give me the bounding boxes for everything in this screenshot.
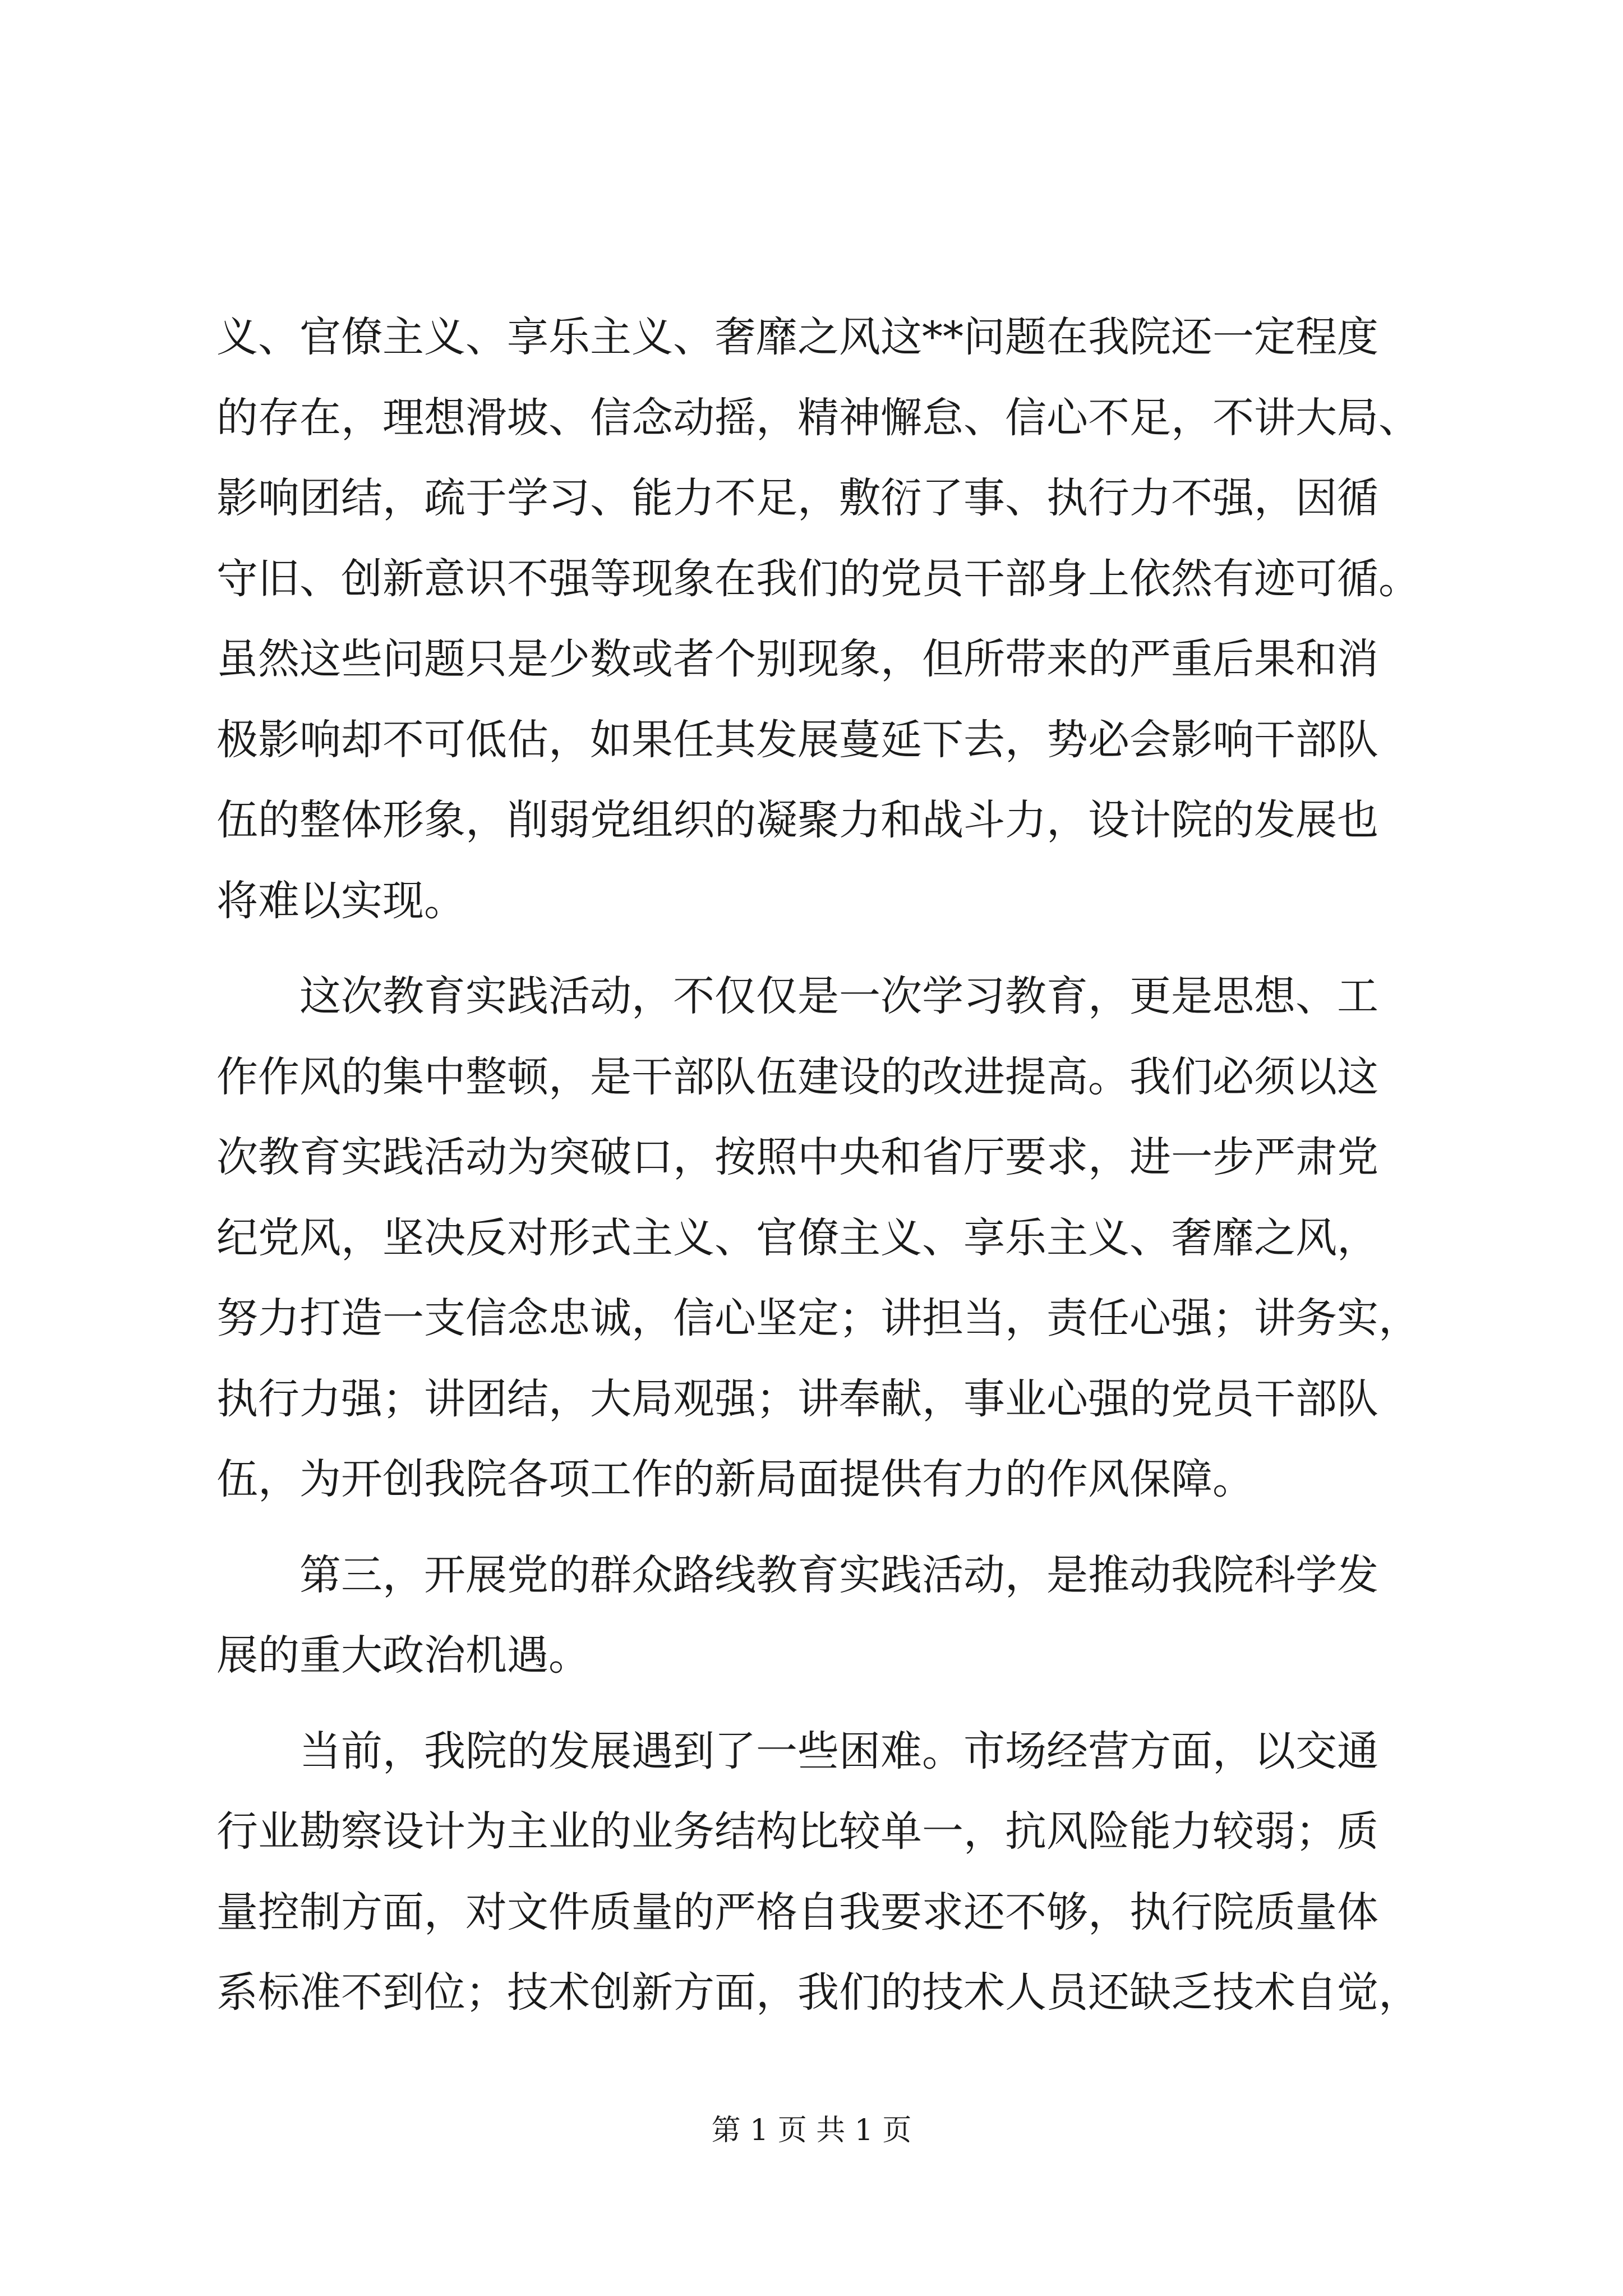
paragraph-1-line-8: 将难以实现。 (216, 876, 465, 925)
paragraph-2-line-4: 纪党风，坚决反对形式主义、官僚主义、享乐主义、奢靡之风， (216, 1213, 1378, 1262)
paragraph-4-line-3: 量控制方面，对文件质量的严格自我要求还不够，执行院质量体 (216, 1888, 1378, 1936)
paragraph-3-line-2: 展的重大政治机遇。 (216, 1631, 590, 1680)
paragraph-1-line-2: 的存在，理想滑坡、信念动摇，精神懈怠、信心不足，不讲大局、 (216, 393, 1420, 442)
paragraph-2-line-3: 次教育实践活动为突破口，按照中央和省厅要求，进一步严肃党 (216, 1133, 1378, 1181)
paragraph-4-line-1: 当前，我院的发展遇到了一些困难。市场经营方面，以交通 (216, 1727, 1378, 1775)
paragraph-2-line-1: 这次教育实践活动，不仅仅是一次学习教育，更是思想、工 (216, 972, 1378, 1020)
paragraph-1-line-7: 伍的整体形象，削弱党组织的凝聚力和战斗力，设计院的发展也 (216, 796, 1378, 844)
paragraph-1-line-1: 义、官僚主义、享乐主义、奢靡之风这**问题在我院还一定程度 (216, 313, 1378, 361)
paragraph-2-line-2: 作作风的集中整顿，是干部队伍建设的改进提高。我们必须以这 (216, 1052, 1378, 1101)
paragraph-1-line-3: 影响团结，疏于学习、能力不足，敷衍了事、执行力不强，因循 (216, 474, 1378, 522)
page-number-footer: 第 1 页 共 1 页 (711, 2114, 912, 2147)
paragraph-3-line-1: 第三，开展党的群众路线教育实践活动，是推动我院科学发 (216, 1550, 1378, 1599)
paragraph-1-line-4: 守旧、创新意识不强等现象在我们的党员干部身上依然有迹可循。 (216, 554, 1420, 603)
paragraph-2-line-5: 努力打造一支信念忠诚，信心坚定；讲担当，责任心强；讲务实， (216, 1294, 1420, 1342)
paragraph-2-line-7: 伍，为开创我院各项工作的新局面提供有力的作风保障。 (216, 1455, 1254, 1503)
paragraph-1-line-6: 极影响却不可低估，如果任其发展蔓延下去，势必会影响干部队 (216, 715, 1378, 764)
document-body (216, 297, 1428, 2033)
paragraph-4-line-4: 系标准不到位；技术创新方面，我们的技术人员还缺乏技术自觉， (216, 1968, 1420, 2017)
paragraph-4-line-2: 行业勘察设计为主业的业务结构比较单一，抗风险能力较弱；质 (216, 1807, 1378, 1856)
paragraph-2-line-6: 执行力强；讲团结，大局观强；讲奉献，事业心强的党员干部队 (216, 1374, 1378, 1423)
paragraph-1-line-5: 虽然这些问题只是少数或者个别现象，但所带来的严重后果和消 (216, 635, 1378, 683)
